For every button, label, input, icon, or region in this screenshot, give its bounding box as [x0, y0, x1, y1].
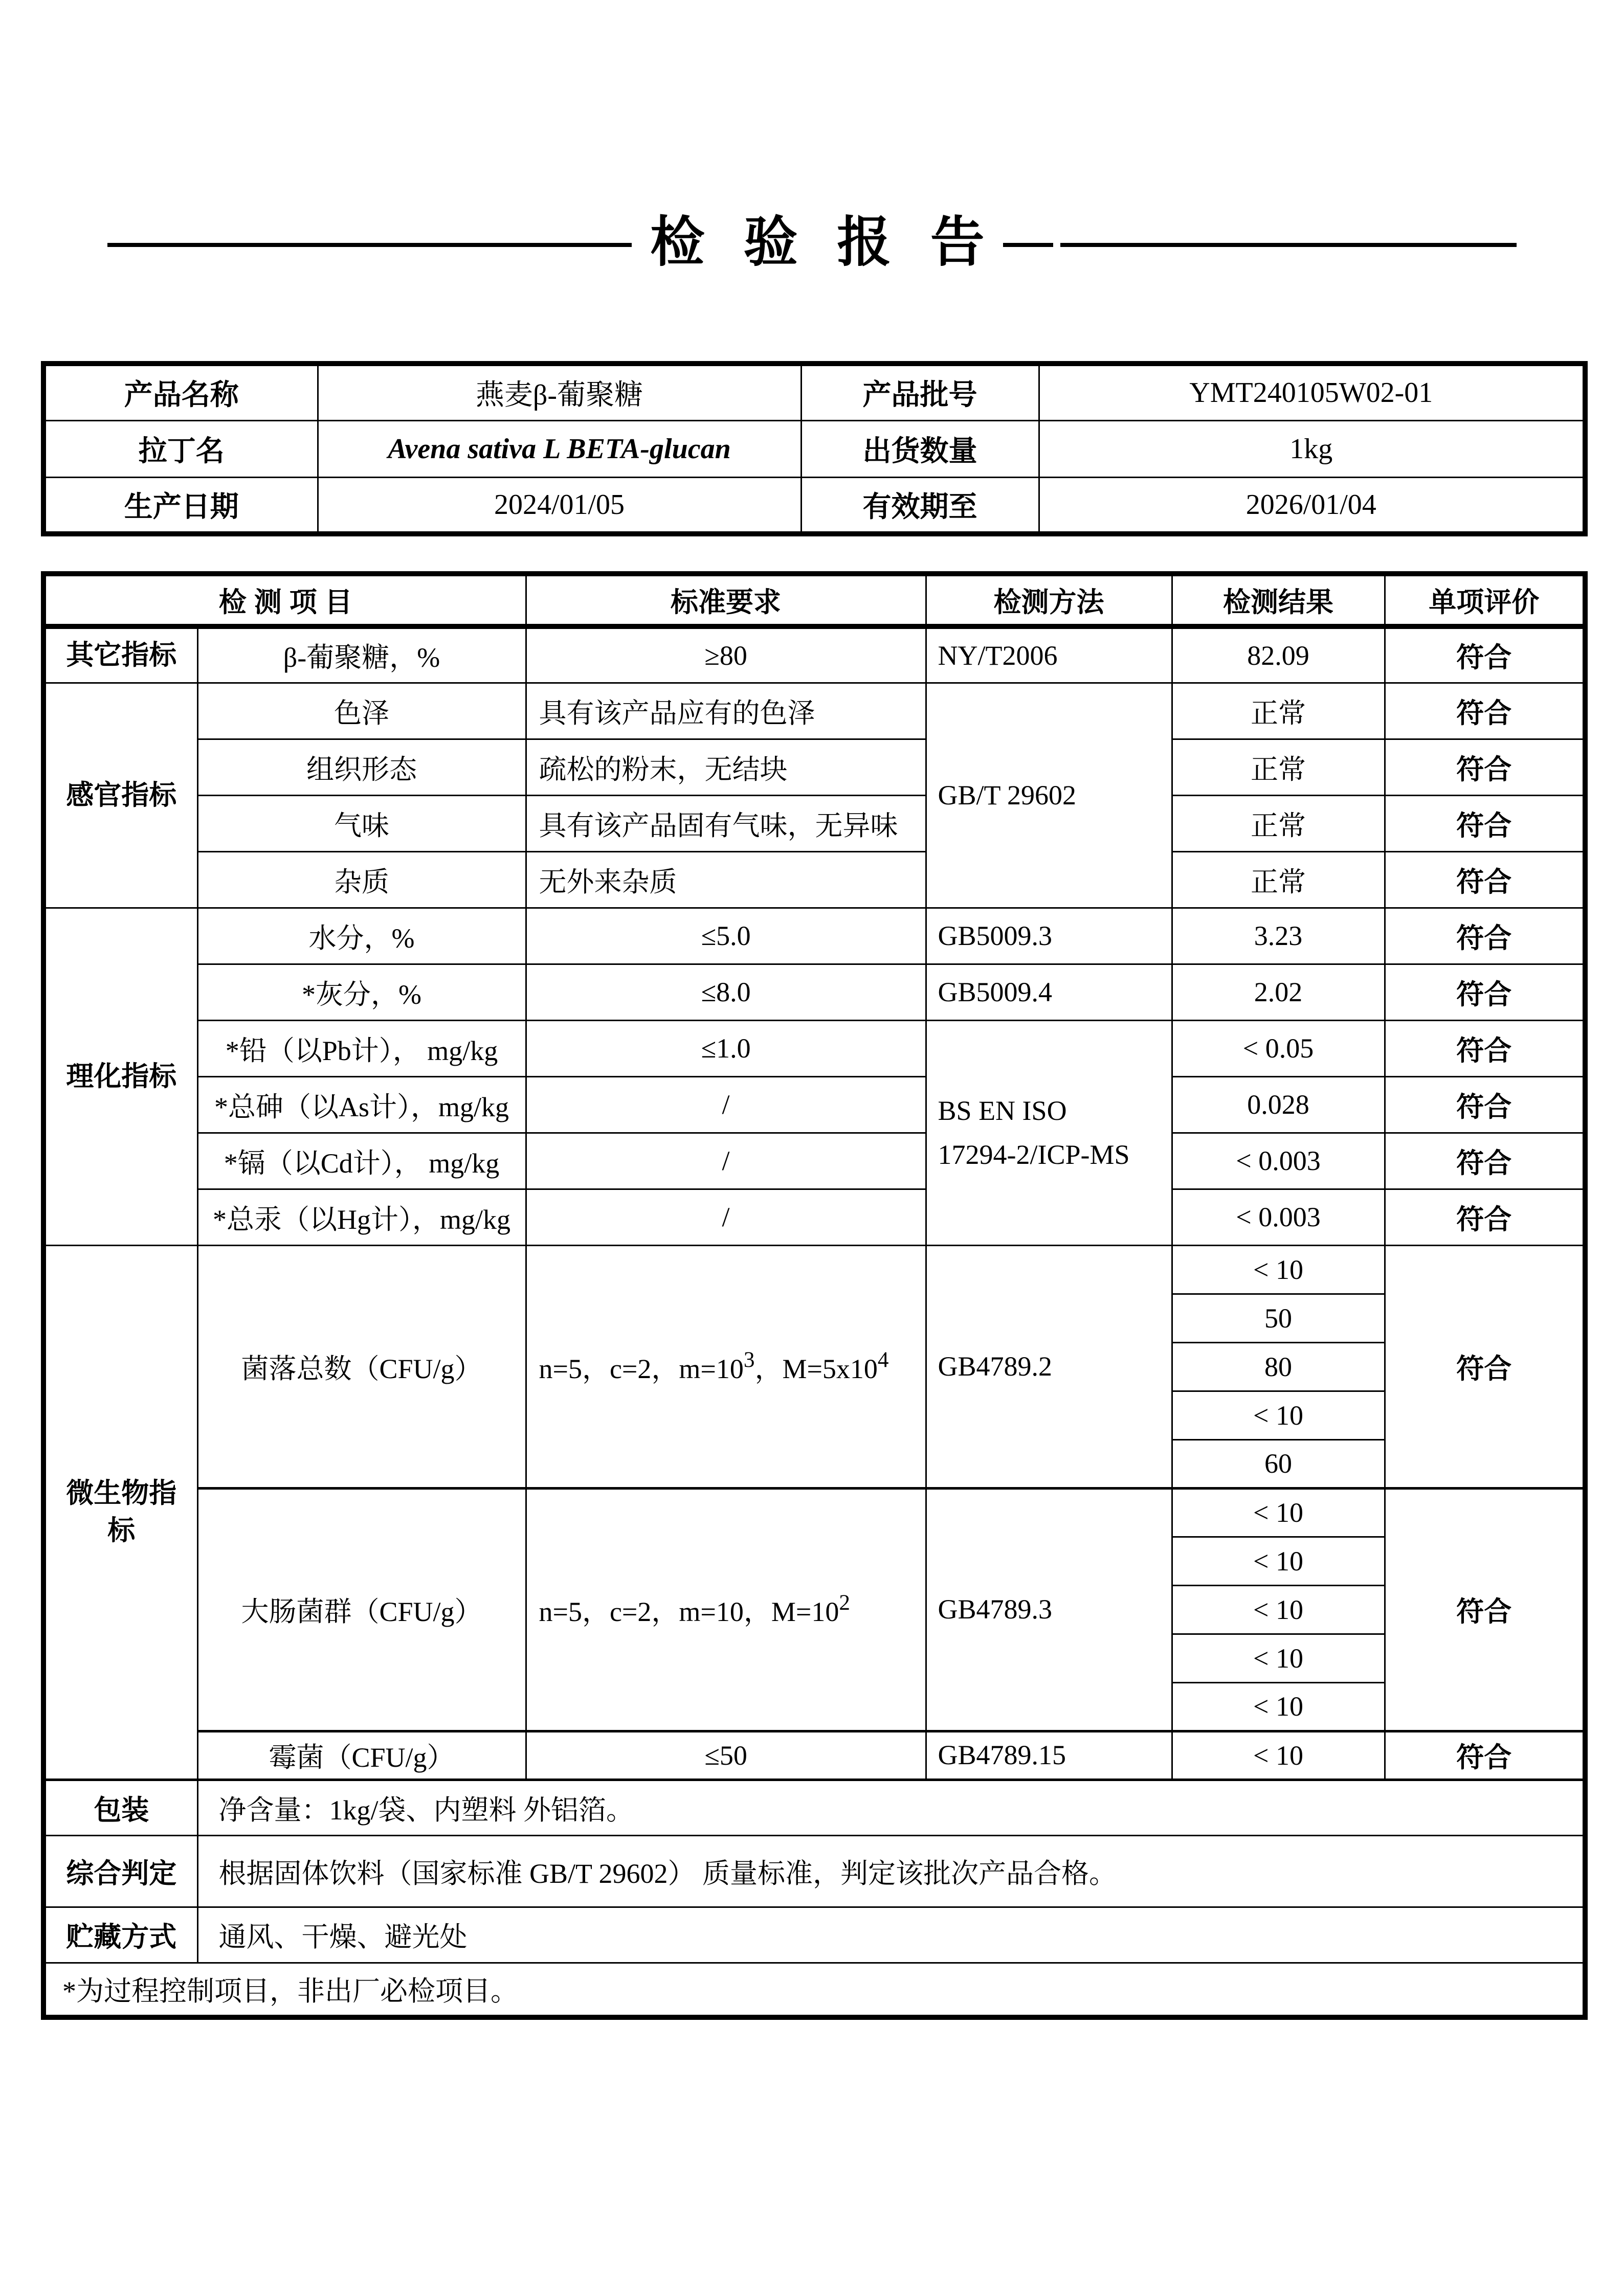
header-method: 检测方法 — [926, 574, 1172, 626]
title-rule-right-1 — [1003, 243, 1053, 247]
standard-text: n=5，c=2，m=10 — [539, 1353, 744, 1384]
item-cell: 组织形态 — [197, 739, 526, 795]
result-cell: < 10 — [1172, 1391, 1385, 1439]
method-cell: GB4789.2 — [926, 1245, 1172, 1488]
row-storage — [43, 1907, 1585, 1963]
row-cadmium — [43, 1133, 1585, 1189]
result-cell: 2.02 — [1172, 964, 1385, 1020]
method-cell: NY/T2006 — [926, 626, 1172, 683]
report-title-row — [0, 202, 1624, 274]
standard-cell: ≥80 — [526, 626, 926, 683]
standard-superscript: 2 — [839, 1591, 850, 1615]
standard-cell: / — [526, 1133, 926, 1189]
row-packaging — [43, 1780, 1585, 1835]
item-cell: *总汞（以Hg计），mg/kg — [197, 1189, 526, 1245]
method-cell: GB5009.3 — [926, 908, 1172, 964]
evaluation-cell: 符合 — [1385, 964, 1585, 1020]
latin-name-value: Avena sativa L BETA-glucan — [318, 420, 801, 477]
item-cell: *镉（以Cd计）， mg/kg — [197, 1133, 526, 1189]
method-cell: GB4789.3 — [926, 1488, 1172, 1731]
result-cell: < 10 — [1172, 1634, 1385, 1682]
standard-cell: ≤1.0 — [526, 1020, 926, 1076]
packaging-label: 包装 — [43, 1780, 197, 1835]
production-date-value: 2024/01/05 — [318, 477, 801, 534]
method-cell: GB/T 29602 — [926, 683, 1172, 908]
title-rule-right-2 — [1060, 243, 1517, 247]
ship-quantity-value: 1kg — [1039, 420, 1585, 477]
result-cell: < 10 — [1172, 1488, 1385, 1537]
standard-cell: ≤50 — [526, 1731, 926, 1780]
item-cell: 霉菌（CFU/g） — [197, 1731, 526, 1780]
item-cell: 气味 — [197, 795, 526, 851]
result-cell: 正常 — [1172, 683, 1385, 739]
latin-name-label: 拉丁名 — [43, 420, 318, 477]
product-name-value: 燕麦β-葡聚糖 — [318, 364, 801, 420]
result-cell: 正常 — [1172, 739, 1385, 795]
packaging-text: 净含量：1kg/袋、内塑料 外铝箔。 — [197, 1780, 1585, 1835]
evaluation-cell: 符合 — [1385, 1133, 1585, 1189]
standard-cell: / — [526, 1076, 926, 1133]
ship-quantity-label: 出货数量 — [801, 420, 1039, 477]
item-cell: 水分，% — [197, 908, 526, 964]
evaluation-cell: 符合 — [1385, 795, 1585, 851]
result-cell: < 0.05 — [1172, 1020, 1385, 1076]
row-ash — [43, 964, 1585, 1020]
result-cell: 正常 — [1172, 851, 1385, 908]
item-cell: *灰分，% — [197, 964, 526, 1020]
evaluation-cell: 符合 — [1385, 739, 1585, 795]
standard-cell: 具有该产品应有的色泽 — [526, 683, 926, 739]
row-odor — [43, 795, 1585, 851]
category-sensory: 感官指标 — [43, 683, 197, 908]
standard-cell — [526, 1245, 926, 1488]
row-lead — [43, 1020, 1585, 1076]
production-date-label: 生产日期 — [43, 477, 318, 534]
result-cell: < 0.003 — [1172, 1189, 1385, 1245]
method-cell — [926, 1020, 1172, 1245]
row-overall-judgement — [43, 1835, 1585, 1907]
result-cell: < 10 — [1172, 1682, 1385, 1731]
header-standard: 标准要求 — [526, 574, 926, 626]
standard-cell: ≤5.0 — [526, 908, 926, 964]
result-cell: < 10 — [1172, 1585, 1385, 1634]
method-cell: GB5009.4 — [926, 964, 1172, 1020]
row-impurity — [43, 851, 1585, 908]
evaluation-cell: 符合 — [1385, 1245, 1585, 1488]
storage-text: 通风、干燥、避光处 — [197, 1907, 1585, 1963]
row-color — [43, 683, 1585, 739]
result-cell: 0.028 — [1172, 1076, 1385, 1133]
header-test-item: 检 测 项 目 — [43, 574, 526, 626]
result-cell: 3.23 — [1172, 908, 1385, 964]
standard-cell: 无外来杂质 — [526, 851, 926, 908]
item-cell: 色泽 — [197, 683, 526, 739]
storage-label: 贮藏方式 — [43, 1907, 197, 1963]
row-beta-glucan — [43, 626, 1585, 683]
evaluation-cell: 符合 — [1385, 683, 1585, 739]
row-footnote — [43, 1963, 1585, 2017]
batch-number-value: YMT240105W02-01 — [1039, 364, 1585, 420]
row-coliform — [43, 1488, 1585, 1537]
standard-cell: ≤8.0 — [526, 964, 926, 1020]
category-physchem: 理化指标 — [43, 908, 197, 1245]
standard-text: n=5，c=2，m=10，M=10 — [539, 1596, 839, 1627]
expiry-date-label: 有效期至 — [801, 477, 1039, 534]
evaluation-cell: 符合 — [1385, 1076, 1585, 1133]
expiry-date-value: 2026/01/04 — [1039, 477, 1585, 534]
row-total-plate-count — [43, 1245, 1585, 1294]
evaluation-cell: 符合 — [1385, 851, 1585, 908]
standard-text-2: ，M=5x10 — [754, 1353, 878, 1384]
evaluation-cell: 符合 — [1385, 908, 1585, 964]
standard-superscript: 3 — [743, 1347, 755, 1372]
info-row-3 — [43, 477, 1585, 534]
result-cell: < 10 — [1172, 1537, 1385, 1585]
row-texture — [43, 739, 1585, 795]
header-evaluation: 单项评价 — [1385, 574, 1585, 626]
judgement-label: 综合判定 — [43, 1835, 197, 1907]
row-mold — [43, 1731, 1585, 1780]
method-line-1: BS EN ISO — [938, 1095, 1067, 1126]
evaluation-cell: 符合 — [1385, 626, 1585, 683]
item-cell: *铅（以Pb计）， mg/kg — [197, 1020, 526, 1076]
standard-cell: 疏松的粉末，无结块 — [526, 739, 926, 795]
row-arsenic — [43, 1076, 1585, 1133]
category-other: 其它指标 — [43, 626, 197, 683]
result-cell: 82.09 — [1172, 626, 1385, 683]
standard-cell: 具有该产品固有气味，无异味 — [526, 795, 926, 851]
table-header-row — [43, 574, 1585, 626]
standard-cell — [526, 1488, 926, 1731]
result-cell: < 10 — [1172, 1731, 1385, 1780]
info-row-2 — [43, 420, 1585, 477]
result-cell: 80 — [1172, 1342, 1385, 1391]
footnote-text: *为过程控制项目，非出厂必检项目。 — [43, 1963, 1585, 2017]
judgement-text: 根据固体饮料（国家标准 GB/T 29602） 质量标准，判定该批次产品合格。 — [197, 1835, 1585, 1907]
page-title: 检 验 报 告 — [650, 213, 990, 273]
method-line-2: 17294-2/ICP-MS — [938, 1139, 1130, 1170]
product-info-table — [41, 361, 1588, 536]
row-mercury — [43, 1189, 1585, 1245]
product-name-label: 产品名称 — [43, 364, 318, 420]
evaluation-cell: 符合 — [1385, 1731, 1585, 1780]
evaluation-cell: 符合 — [1385, 1189, 1585, 1245]
row-moisture — [43, 908, 1585, 964]
item-cell: β-葡聚糖，% — [197, 626, 526, 683]
item-cell: 菌落总数（CFU/g） — [197, 1245, 526, 1488]
result-cell: 正常 — [1172, 795, 1385, 851]
result-cell: < 10 — [1172, 1245, 1385, 1294]
batch-number-label: 产品批号 — [801, 364, 1039, 420]
evaluation-cell: 符合 — [1385, 1020, 1585, 1076]
item-cell: 大肠菌群（CFU/g） — [197, 1488, 526, 1731]
item-cell: *总砷（以As计），mg/kg — [197, 1076, 526, 1133]
result-cell: 60 — [1172, 1439, 1385, 1488]
item-cell: 杂质 — [197, 851, 526, 908]
standard-cell: / — [526, 1189, 926, 1245]
info-row-1 — [43, 364, 1585, 420]
standard-superscript-2: 4 — [877, 1347, 889, 1372]
header-result: 检测结果 — [1172, 574, 1385, 626]
result-cell: < 0.003 — [1172, 1133, 1385, 1189]
method-cell: GB4789.15 — [926, 1731, 1172, 1780]
evaluation-cell: 符合 — [1385, 1488, 1585, 1731]
category-micro: 微生物指标 — [43, 1245, 197, 1780]
result-cell: 50 — [1172, 1294, 1385, 1342]
test-result-table — [41, 571, 1588, 2020]
title-rule-left — [107, 243, 632, 247]
